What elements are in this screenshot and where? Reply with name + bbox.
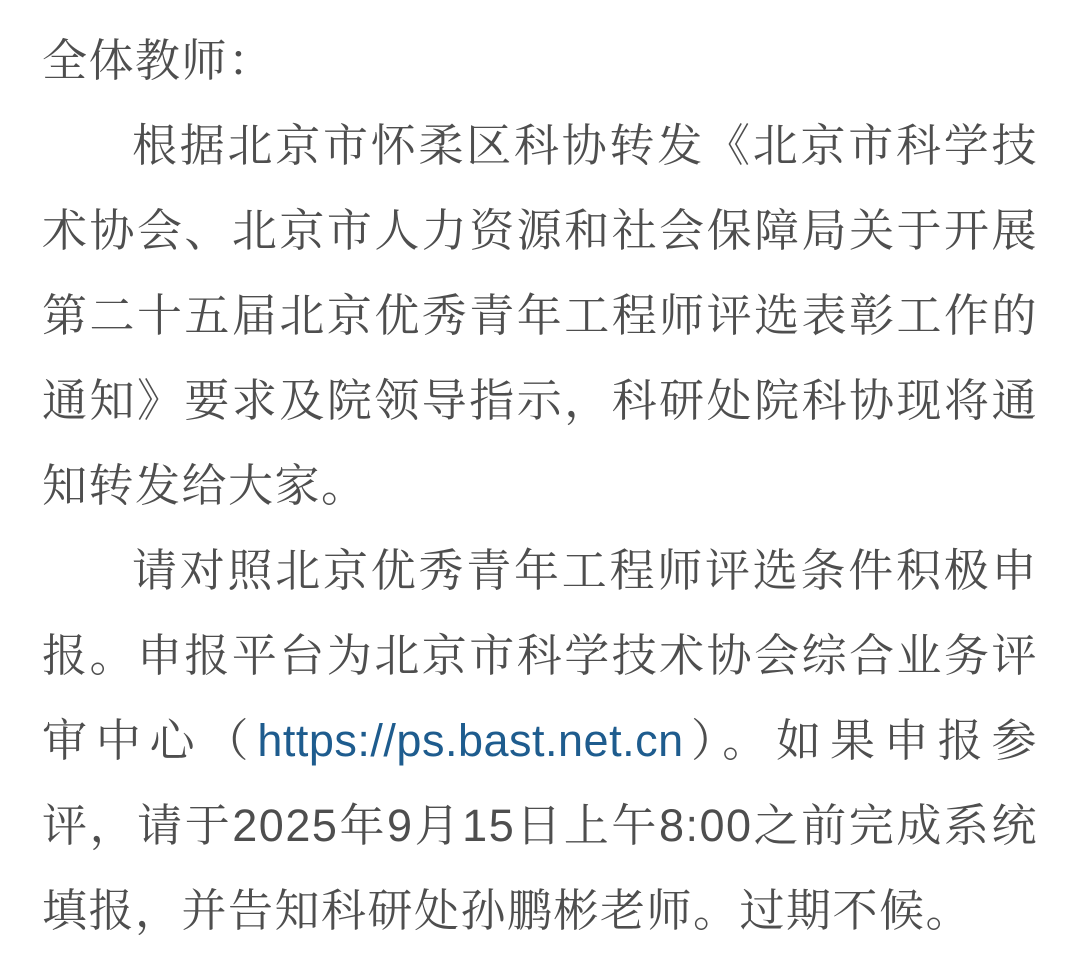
paragraph-application-text-after: ）。如果申报参评，请于2025年9月15日上午8:00之前完成系统填报，并告知科研处孙鹏彬老师。过期不候。	[42, 715, 1038, 936]
salutation: 全体教师：	[42, 35, 275, 86]
bast-platform-link[interactable]: https://ps.bast.net.cn	[257, 715, 684, 766]
paragraph-application-text-before: 请对照北京优秀青年工程师评选条件积极申报。申报平台为北京市科学技术协会综合业务评审中心（	[42, 545, 1038, 766]
paragraph-forwarding: 根据北京市怀柔区科协转发《北京市科学技术协会、北京市人力资源和社会保障局关于开展第二十五届北京优秀青年工程师评选表彰工作的通知》要求及院领导指示，科研处院科协现将通知转发给大家。	[42, 120, 1038, 511]
paragraph-application	[42, 528, 1038, 953]
